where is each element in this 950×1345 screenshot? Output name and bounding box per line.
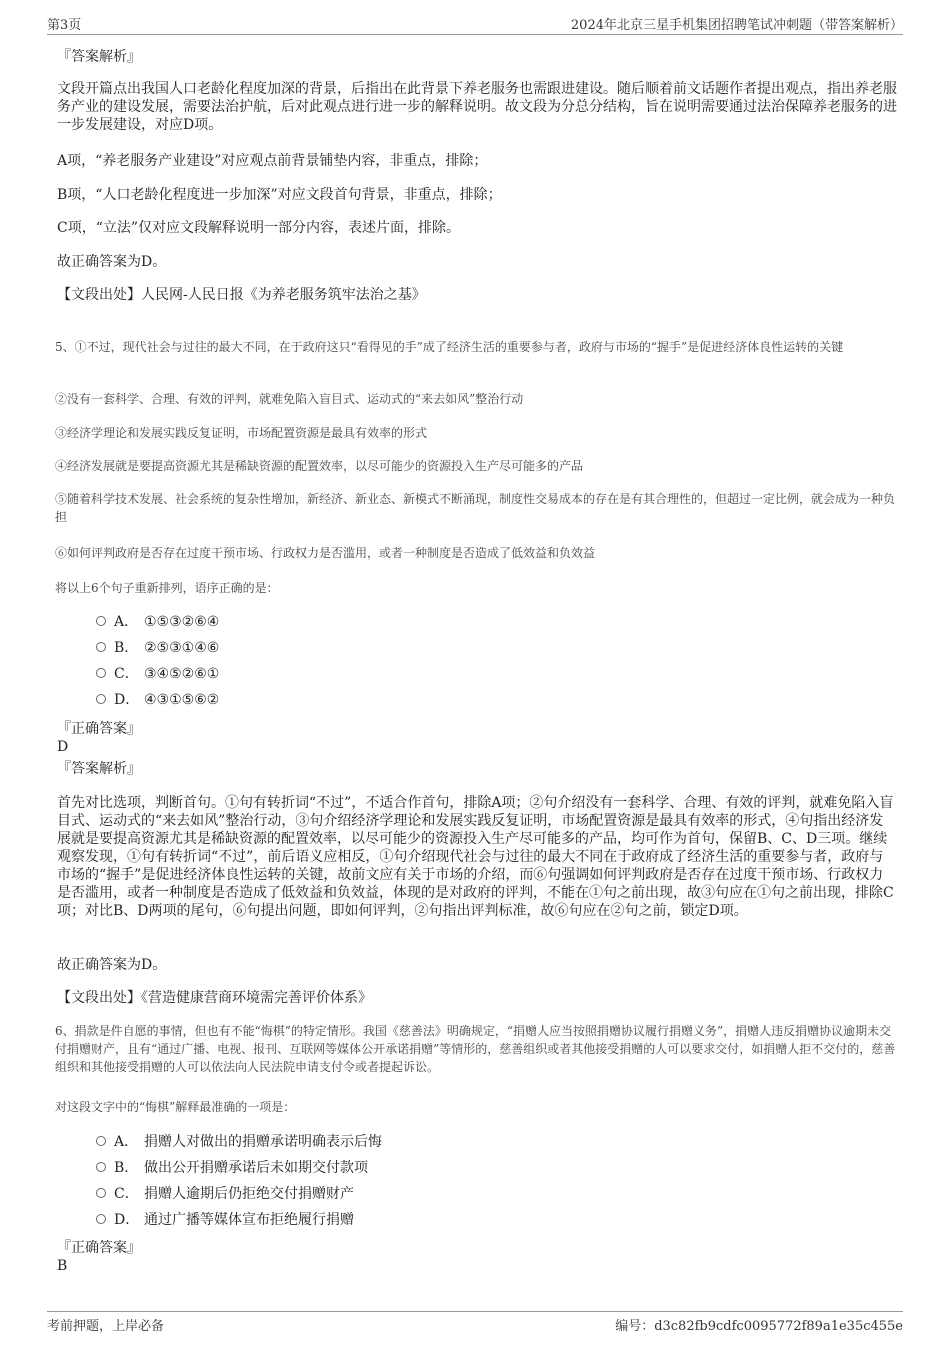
page-number: 第3页 — [47, 18, 82, 33]
q4-option-b-note: B项，“人口老龄化程度进一步加深”对应文段首句背景，非重点，排除； — [57, 187, 502, 203]
q4-conclusion: 故正确答案为D。 — [57, 254, 167, 270]
q5-option-c[interactable]: C． ③④⑤②⑥① — [96, 665, 219, 683]
q5-analysis-label: 『答案解析』 — [57, 761, 141, 777]
q5-sentence-3: ③经济学理论和发展实践反复证明，市场配置资源是最具有效率的形式 — [55, 426, 428, 440]
q5-sentence-4: ④经济发展就是要提高资源尤其是稀缺资源的配置效率，以尽可能少的资源投入生产尽可能多的产品 — [55, 459, 584, 473]
q6-prompt: 对这段文字中的“悔棋”解释最准确的一项是： — [55, 1100, 296, 1114]
q6-option-c[interactable]: C． 捐赠人逾期后仍拒绝交付捐赠财产 — [96, 1185, 354, 1203]
footer-slogan: 考前押题，上岸必备 — [47, 1319, 165, 1334]
q5-conclusion: 故正确答案为D。 — [57, 957, 167, 973]
page-header — [47, 12, 903, 35]
q4-analysis-paragraph: 文段开篇点出我国人口老龄化程度加深的背景，后指出在此背景下养老服务也需跟进建设。随后顺着前文话题作者提出观点，指出养老服务产业的建设发展，需要法治护航，后对此观点进行进一步的解释说明。故文段为分总分结构，旨在说明需要通过法治保障养老服务的进一步发展建设，对应D项。 — [57, 81, 897, 133]
q6-stem: 6、捐款是件自愿的事情，但也有不能“悔棋”的特定情形。我国《慈善法》明确规定，“捐赠人应当按照捐赠协议履行捐赠义务”，捐赠人违反捐赠协议逾期未交付捐赠财产，且有“通过广播、电视、报刊、互联网等媒体公开承诺捐赠”等情形的，慈善组织或者其他接受捐赠的人可以要求交付，如捐赠人拒不交付的，慈善组织和其他接受捐赠的人可以依法向人民法院申请支付令或者提起诉讼。 — [55, 1024, 896, 1074]
q5-prompt: 将以上6个句子重新排列，语序正确的是： — [55, 581, 279, 595]
radio-icon[interactable] — [96, 694, 106, 704]
radio-icon[interactable] — [96, 1188, 106, 1198]
q5-option-d[interactable]: D． ④③①⑤⑥② — [96, 691, 219, 709]
radio-icon[interactable] — [96, 1214, 106, 1224]
q5-analysis: 首先对比选项，判断首句。①句有转折词“不过”，不适合作首句，排除A项；②句介绍没有一套科学、合理、有效的评判，就难免陷入盲目式、运动式的“来去如风”整治行动，③句介绍经济学理论和发展实践反复证明，市场配置资源是最具有效率的形式，④句指出经济发展就是要提高资源尤其是稀缺资源的配置效率，以尽可能少的资源投入生产尽可能多的产品，均可作为首句，保留B、C、D三项。继续观察发现，①句有转折词“不过”，前后语义应相反，①句介绍现代社会与过往的最大不同在于政府成了经济生活的重要参与者，政府与市场的“握手”是促进经济体良性运转的关键，故前文应有关于市场的介绍，而⑥句强调如何评判政府是否存在过度干预市场、行政权力是否滥用，或者一种制度是否造成了低效益和负效益，体现的是对政府的评判，不能在①句之前出现，故③句应在①句之前出现，排除C项；对比B、D两项的尾句，⑥句提出问题，即如何评判，②句指出评判标准，故⑥句应在②句之前，锁定D项。 — [57, 795, 894, 919]
radio-icon[interactable] — [96, 668, 106, 678]
document-id: 编号：d3c82fb9cdfc0095772f89a1e35c455e — [615, 1319, 903, 1334]
radio-icon[interactable] — [96, 642, 106, 652]
q6-answer: B — [57, 1258, 68, 1274]
q6-answer-label: 『正确答案』 — [57, 1240, 141, 1256]
q5-sentence-6: ⑥如何评判政府是否存在过度干预市场、行政权力是否滥用，或者一种制度是否造成了低效益和负效益 — [55, 546, 596, 560]
q5-source: 【文段出处】《营造健康营商环境需完善评价体系》 — [57, 990, 372, 1006]
radio-icon[interactable] — [96, 1136, 106, 1146]
page-footer — [47, 1311, 903, 1334]
q6-option-a[interactable]: A． 捐赠人对做出的捐赠承诺明确表示后悔 — [96, 1133, 382, 1151]
q6-option-d[interactable]: D． 通过广播等媒体宣布拒绝履行捐赠 — [96, 1211, 354, 1229]
q4-option-a-note: A项，“养老服务产业建设”对应观点前背景铺垫内容，非重点，排除； — [57, 153, 488, 169]
q5-stem: 5、①不过，现代社会与过往的最大不同，在于政府这只“看得见的手”成了经济生活的重要参与者，政府与市场的“握手”是促进经济体良性运转的关键 — [55, 340, 844, 354]
q5-answer: D — [57, 739, 69, 755]
q4-option-c-note: C项，“立法”仅对应文段解释说明一部分内容，表述片面，排除。 — [57, 220, 461, 236]
q5-option-a[interactable]: A． ①⑤③②⑥④ — [96, 613, 219, 631]
radio-icon[interactable] — [96, 616, 106, 626]
q5-answer-label: 『正确答案』 — [57, 721, 141, 737]
radio-icon[interactable] — [96, 1162, 106, 1172]
q6-option-b[interactable]: B． 做出公开捐赠承诺后未如期交付款项 — [96, 1159, 368, 1177]
q4-source: 【文段出处】人民网-人民日报《为养老服务筑牢法治之基》 — [57, 287, 426, 303]
q5-option-b[interactable]: B． ②⑤③①④⑥ — [96, 639, 219, 657]
q4-analysis-label: 『答案解析』 — [57, 49, 141, 65]
document-title: 2024年北京三星手机集团招聘笔试冲刺题（带答案解析） — [570, 18, 903, 33]
q5-sentence-5: ⑤随着科学技术发展、社会系统的复杂性增加，新经济、新业态、新模式不断涌现，制度性交易成本的存在是有其合理性的，但超过一定比例，就会成为一种负担 — [55, 492, 896, 524]
q5-sentence-2: ②没有一套科学、合理、有效的评判，就难免陷入盲目式、运动式的“来去如风”整治行动 — [55, 392, 524, 406]
